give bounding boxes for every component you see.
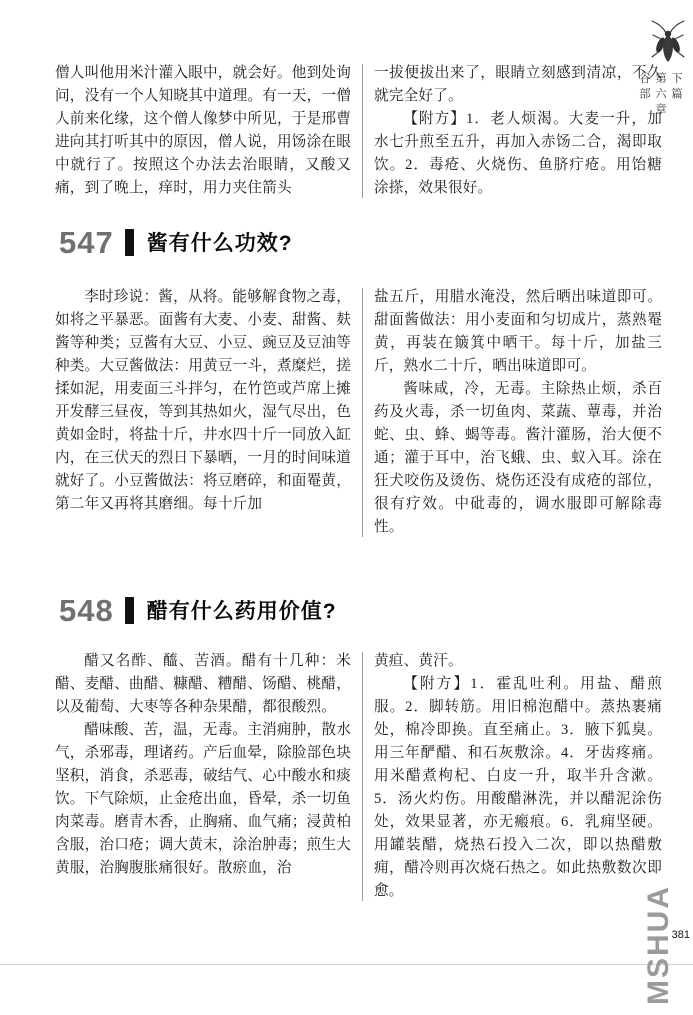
column-divider [362, 64, 363, 198]
paragraph: 盐五斤，用腊水淹没，然后晒出味道即可。甜面酱做法：用小麦面和匀切成片，蒸熟罨黄，再装在簸箕中晒干。每十斤，加盐三斤，熟水二十斤，晒出味道即可。 [374, 289, 662, 374]
paragraph: 酱味咸，冷，无毒。主除热止烦，杀百药及火毒，杀一切鱼肉、菜蔬、蕈毒，并治蛇、虫、蜂、蝎等毒。酱汁灌肠，治大便不通；灌于耳中，治飞蛾、虫、蚁入耳。涂在狂犬咬伤及烫伤、烧伤还没有成疮的部位，很有疗效。中砒毒的，调水服即可解除毒性。 [374, 381, 662, 535]
section-548-heading [59, 591, 663, 629]
paragraph: 黄疸、黄汗。 [374, 653, 463, 669]
intro-right-column [374, 62, 662, 200]
section-547-title: 酱有什么功效? [146, 232, 293, 255]
column-divider [362, 652, 363, 901]
heading-bar-icon [125, 597, 134, 624]
section-547-heading [59, 223, 663, 261]
section-547-number: 547 [59, 224, 114, 260]
intro-left-column [55, 62, 351, 200]
paragraph: 僧人叫他用米汁灌入眼中，就会好。他到处询问，没有一个人知晓其中道理。有一天，一僧人前来化缘，这个僧人像梦中所见，于是邢曹进向其打听其中的原因，僧人说，用饧涂在眼中就行了。按照这个办法去治眼睛，又酸又痛，到了晚上，痒时，用力夹住箭头 [55, 65, 351, 196]
grasshopper-icon [648, 20, 688, 64]
bottom-rule [0, 964, 693, 965]
sidebar-part-label: 下篇 [670, 72, 682, 103]
paragraph: 醋又名酢、醯、苦酒。醋有十几种：米醋、麦醋、曲醋、糠醋、糟醋、饧醋、桃醋，以及葡萄、大枣等各种杂果醋，都很酸烈。 [55, 653, 351, 715]
paragraph: 【附方】1．霍乱吐利。用盐、醋煎服。2．脚转筋。用旧棉泡醋中。蒸热裹痛处，棉冷即换。直至痛止。3．腋下狐臭。用三年酽醋、和石灰敷涂。4．牙齿疼痛。用米醋煮枸杞、白皮一升，取半升含漱。5．汤火灼伤。用酸醋淋洗，并以醋泥涂伤处，效果显著，亦无瘢痕。6．乳痈坚硬。用罐装醋，烧热石投入二次，即以热醋敷痈，醋冷则再次烧石热之。如此热敷数次即愈。 [374, 676, 662, 899]
section-548-body [55, 650, 663, 903]
paragraph: 一拔便拔出来了，眼睛立刻感到清凉，不久就完全好了。 [374, 65, 662, 104]
section-548-left-column [55, 650, 351, 903]
sidebar-chapter-label: 第六章 [654, 72, 666, 119]
column-divider [362, 288, 363, 537]
section-547-left-column [55, 286, 351, 539]
page-content [55, 62, 663, 903]
watermark: MSHUA [642, 885, 675, 1005]
section-548-right-column [374, 650, 662, 903]
paragraph: 醋味酸、苦，温，无毒。主消痈肿，散水气，杀邪毒，理诸药。产后血晕，除脸部色块坚积，消食，杀恶毒，破结气、心中酸水和痰饮。下气除烦，止金疮出血，昏晕，杀一切鱼肉菜毒。磨青木香，止胸痛、血气痛；浸黄柏含服，治口疮；调大黄末，涂治肿毒；煎生大黄服，治胸腹胀痛很好。散瘀血，治 [55, 722, 351, 876]
paragraph: 【附方】1．老人烦渴。大麦一升，加水七升煎至五升，再加入赤饧二合，渴即取饮。2．毒疮、火烧伤、鱼脐疔疮。用饴糖涂搽，效果很好。 [374, 111, 662, 196]
sidebar-category-label: 谷部 [638, 72, 650, 103]
page-number: 381 [671, 929, 690, 941]
paragraph: 李时珍说：酱，从将。能够解食物之毒，如将之平暴恶。面酱有大麦、小麦、甜酱、麸酱等种类；豆酱有大豆、小豆、豌豆及豆油等种类。大豆酱做法：用黄豆一斗，煮糜烂，搓揉如泥，用麦面三斗拌匀，在竹笆或芦席上摊开发酵三昼夜，等到其热如火，湿气尽出，色黄如金时，将盐十斤，井水四十斤一同放入缸内，在三伏天的烈日下暴晒，一月的时间味道就好了。小豆酱做法：将豆磨碎，和面罨黄，第二年又再将其磨细。每十斤加 [55, 289, 351, 512]
intro-section [55, 62, 663, 200]
section-548-number: 548 [59, 592, 114, 628]
section-548-title: 醋有什么药用价值? [146, 600, 337, 623]
section-547-body [55, 286, 663, 539]
section-547-right-column [374, 286, 662, 539]
heading-bar-icon [125, 229, 134, 256]
sidebar-chapter-labels [636, 72, 684, 132]
